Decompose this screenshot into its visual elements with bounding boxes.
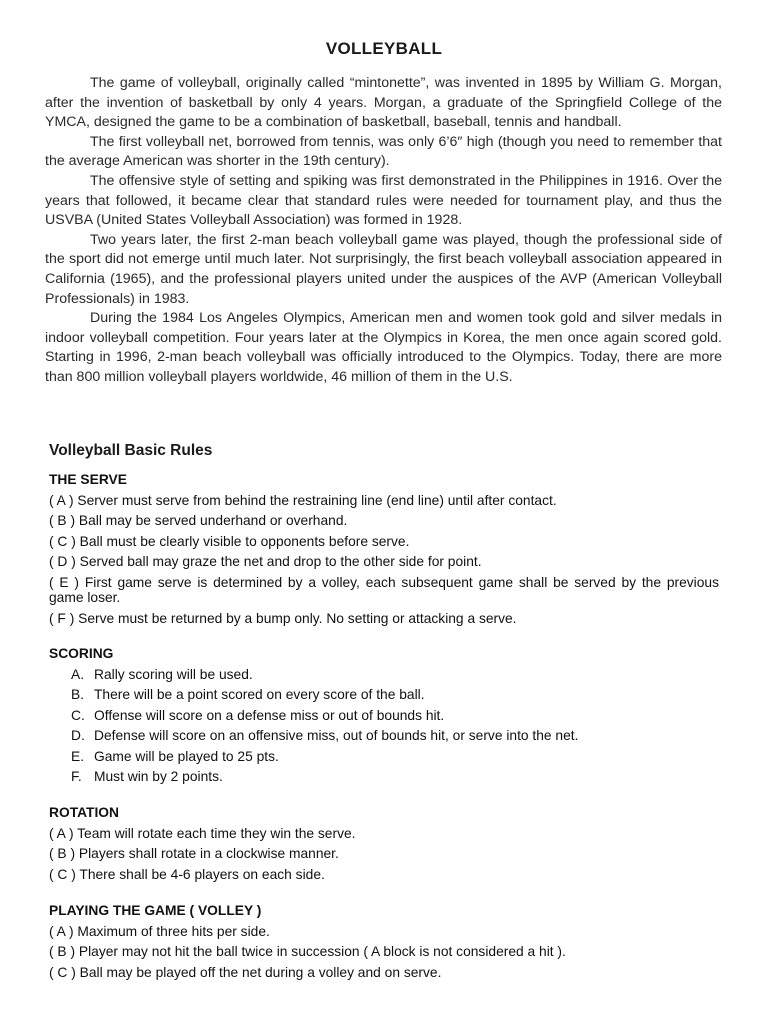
intro-text [45,74,722,388]
rotation-rule: ( C ) There shall be 4-6 players on each side. [49,866,325,882]
serve-heading: THE SERVE [49,472,127,487]
scoring-rule [49,749,719,765]
scoring-rule-text: Game will be played to 25 pts. [94,748,279,764]
scoring-list [49,667,719,785]
rotation-rule: ( B ) Players shall rotate in a clockwise manner. [49,846,339,862]
scoring-section [49,646,719,789]
scoring-rule [49,769,719,785]
serve-rule: ( A ) Server must serve from behind the restraining line (end line) until after contact. [49,493,557,508]
playing-rule: ( A ) Maximum of three hits per side. [49,924,270,939]
serve-rule: ( D ) Served ball may graze the net and drop to the other side for point. [49,554,482,570]
rotation-heading: ROTATION [49,805,119,820]
serve-section [49,472,719,631]
scoring-rule [49,687,719,703]
serve-rule: ( F ) Serve must be returned by a bump only. No setting or attacking a serve. [49,610,517,626]
list-marker: F. [71,768,82,784]
intro-paragraph: During the 1984 Los Angeles Olympics, American men and women took gold and silver medals in indoor volleyball competition. Four years later at the Olympics in Korea, the men once again scored gold. Starting in 1996, 2-man beach volleyball was officially introduced to the Olympics. Today, there are more than 800 million volleyball players worldwide, 46 million of them in the U.S. [45,310,722,385]
list-marker: C. [71,707,85,723]
scoring-rule-text: Offense will score on a defense miss or out of bounds hit. [94,707,445,723]
playing-heading: PLAYING THE GAME ( VOLLEY ) [49,903,262,918]
scoring-rule-text: Rally scoring will be used. [94,667,253,682]
serve-rule: ( C ) Ball must be clearly visible to opponents before serve. [49,533,410,549]
list-marker: B. [71,687,85,703]
intro-paragraph: The first volleyball net, borrowed from tennis, was only 6’6″ high (though you need to remember that the average American was shorter in the 19th century). [45,133,722,170]
scoring-rule [49,728,719,744]
playing-section [49,903,719,985]
rotation-section [49,805,719,887]
list-marker: E. [71,748,85,764]
scoring-rule-text: Defense will score on an offensive miss, out of bounds hit, or serve into the net. [94,728,579,744]
intro-paragraph: The game of volleyball, originally called “mintonette”, was invented in 1895 by William G. Morgan, after the invention of basketball by only 4 years. Morgan, a graduate of the Springfield College of the YMCA, designed the game to be a combination of basketball, baseball, tennis and handball. [45,75,722,131]
scoring-rule-text: There will be a point scored on every score of the ball. [94,687,425,703]
rotation-rule: ( A ) Team will rotate each time they win the serve. [49,826,356,841]
serve-rule: ( E ) First game serve is determined by a volley, each subsequent game shall be served by the previous game loser. [49,574,719,606]
intro-paragraph: The offensive style of setting and spiking was first demonstrated in the Philippines in 1916. Over the years that followed, it became clear that standard rules were needed for tournament play, and thus the USVBA (United States Volleyball Association) was formed in 1928. [45,172,722,229]
scoring-heading: SCORING [49,646,114,661]
playing-rule: ( C ) Ball may be played off the net during a volley and on serve. [49,964,442,980]
playing-rule: ( B ) Player may not hit the ball twice in succession ( A block is not considered a hit ). [49,944,566,960]
document-title: VOLLEYBALL [325,39,443,58]
list-marker: A. [71,667,85,682]
scoring-rule-text: Must win by 2 points. [94,768,223,784]
scoring-rule [49,667,719,683]
rules-heading: Volleyball Basic Rules [49,442,213,459]
serve-rule: ( B ) Ball may be served underhand or overhand. [49,513,348,529]
list-marker: D. [71,728,85,744]
scoring-rule [49,708,719,724]
intro-paragraph: Two years later, the first 2-man beach volleyball game was played, though the professional side of the sport did not emerge until much later. Not surprisingly, the first beach volleyball association appeared in California (1965), and the professional players united under the auspices of the AVP (American Volleyball Professionals) in 1983. [45,231,722,307]
